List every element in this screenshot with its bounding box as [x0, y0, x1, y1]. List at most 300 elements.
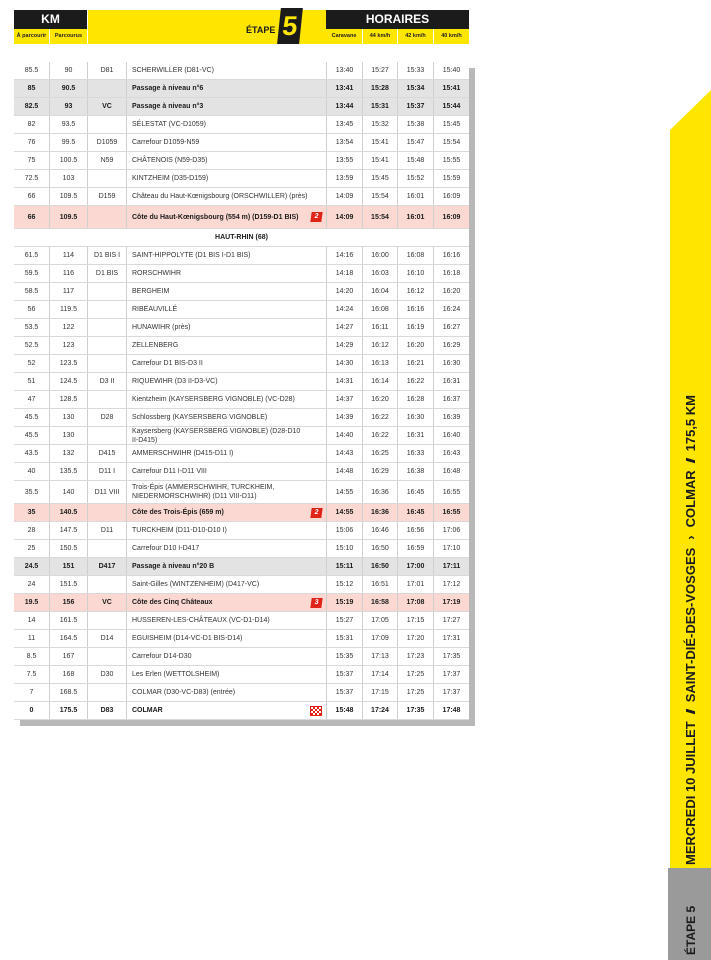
km-remaining: 82.5 — [24, 103, 39, 110]
time-40kmh: 17:35 — [442, 653, 461, 660]
time-44kmh: 15:41 — [371, 157, 389, 164]
km-remaining: 85.5 — [24, 67, 39, 74]
time-42kmh-cell — [397, 630, 433, 647]
km-remaining-cell — [14, 540, 49, 557]
time-caravane: 14:27 — [335, 324, 354, 331]
place-name-cell — [126, 612, 326, 629]
time-44kmh-cell — [362, 188, 397, 205]
place-name-cell — [126, 116, 326, 133]
km-remaining: 52 — [27, 360, 36, 367]
km-covered: 168.5 — [59, 689, 78, 696]
time-42kmh-cell — [397, 337, 433, 354]
time-42kmh: 16:45 — [406, 488, 425, 496]
km-covered-cell — [49, 188, 87, 205]
table-row — [14, 355, 469, 373]
time-44kmh: 16:14 — [371, 378, 389, 385]
time-42kmh: 16:12 — [406, 288, 425, 295]
time-caravane-cell — [326, 301, 362, 318]
time-caravane-cell — [326, 684, 362, 701]
table-row — [14, 373, 469, 391]
time-44kmh: 16:13 — [371, 360, 389, 367]
time-caravane-cell — [326, 247, 362, 264]
road-code: D11 I — [98, 468, 116, 475]
place-name-cell — [126, 522, 326, 539]
place-name-cell — [126, 355, 326, 372]
place-name: Carrefour D1059-N59 — [132, 139, 200, 146]
time-42kmh: 15:52 — [406, 175, 425, 182]
km-remaining: 82 — [27, 121, 36, 128]
place-name-cell — [126, 540, 326, 557]
place-name: CHÂTENOIS (N59-D35) — [132, 157, 208, 164]
time-40kmh-cell — [433, 247, 469, 264]
place-name: KINTZHEIM (D35-D159) — [132, 175, 209, 182]
time-40kmh-cell — [433, 319, 469, 336]
time-caravane-cell — [326, 391, 362, 408]
time-caravane-cell — [326, 206, 362, 228]
time-40kmh-cell — [433, 152, 469, 169]
side-date: MERCREDI 10 JUILLET — [682, 721, 698, 865]
km-remaining-cell — [14, 391, 49, 408]
km-remaining: 0 — [29, 707, 34, 714]
time-40kmh: 15:44 — [442, 103, 461, 110]
region-row — [14, 229, 469, 247]
km-covered: 147.5 — [59, 527, 78, 534]
table-row — [14, 116, 469, 134]
time-42kmh-cell — [397, 355, 433, 372]
time-44kmh-cell — [362, 445, 397, 462]
time-42kmh-cell — [397, 301, 433, 318]
km-covered-cell — [49, 62, 87, 79]
checkered-flag-icon — [310, 706, 322, 716]
time-40kmh-cell — [433, 504, 469, 521]
time-40kmh: 16:43 — [442, 450, 461, 457]
time-40kmh-cell — [433, 522, 469, 539]
time-40kmh: 16:55 — [442, 509, 461, 516]
time-42kmh-cell — [397, 522, 433, 539]
km-covered: 109.5 — [59, 213, 78, 221]
side-etape-text: ÉTAPE 5 — [684, 905, 698, 955]
table-row — [14, 522, 469, 540]
time-42kmh: 17:01 — [406, 581, 425, 588]
road-code: D81 — [100, 67, 114, 74]
time-caravane-cell — [326, 427, 362, 444]
km-remaining: 85 — [27, 85, 36, 92]
road-code-cell — [87, 134, 126, 151]
place-name-cell — [126, 427, 326, 444]
time-caravane-cell — [326, 409, 362, 426]
time-caravane: 14:18 — [335, 270, 354, 277]
time-caravane-cell — [326, 522, 362, 539]
time-caravane: 15:06 — [335, 527, 354, 534]
km-remaining-cell — [14, 301, 49, 318]
road-code-cell — [87, 188, 126, 205]
table-row — [14, 463, 469, 481]
road-code-cell — [87, 265, 126, 282]
km-remaining: 7.5 — [26, 671, 37, 678]
time-caravane-cell — [326, 648, 362, 665]
place-name-cell — [126, 594, 326, 611]
time-44kmh: 15:41 — [371, 139, 389, 146]
road-code-cell — [87, 409, 126, 426]
km-covered: 132 — [62, 450, 75, 457]
time-44kmh: 15:32 — [371, 121, 389, 128]
side-route-to: COLMAR — [682, 470, 698, 528]
table-row — [14, 409, 469, 427]
table-row — [14, 283, 469, 301]
km-covered-cell — [49, 684, 87, 701]
time-caravane-cell — [326, 116, 362, 133]
place-name-cell — [126, 98, 326, 115]
time-caravane: 13:45 — [335, 121, 354, 128]
time-caravane-cell — [326, 170, 362, 187]
km-remaining-cell — [14, 265, 49, 282]
time-caravane-cell — [326, 134, 362, 151]
time-44kmh-cell — [362, 427, 397, 444]
km-covered-cell — [49, 481, 87, 503]
time-42kmh: 16:31 — [406, 432, 425, 439]
time-44kmh-cell — [362, 170, 397, 187]
time-caravane: 15:31 — [335, 635, 354, 642]
place-name-cell — [126, 648, 326, 665]
km-remaining: 35.5 — [24, 488, 39, 496]
place-name: Schlossberg (KAYSERSBERG VIGNOBLE) — [132, 414, 268, 421]
km-covered: 151.5 — [59, 581, 78, 588]
table-row — [14, 98, 469, 116]
time-44kmh: 15:54 — [371, 193, 389, 200]
separator-square-icon — [686, 458, 695, 463]
time-caravane: 13:54 — [335, 139, 354, 146]
road-code: D11 VIII — [94, 488, 120, 496]
time-44kmh: 16:50 — [371, 563, 389, 570]
km-covered: 130 — [62, 414, 75, 421]
time-42kmh: 17:23 — [406, 653, 425, 660]
km-remaining-cell — [14, 62, 49, 79]
km-covered-cell — [49, 283, 87, 300]
time-40kmh: 17:19 — [442, 599, 461, 606]
road-code-cell — [87, 702, 126, 719]
climb-row — [14, 594, 469, 612]
km-covered: 156 — [62, 599, 75, 606]
place-name: EGUISHEIM (D14-VC-D1 BIS-D14) — [132, 635, 243, 642]
time-40kmh: 17:12 — [442, 581, 461, 588]
road-code: VC — [102, 103, 112, 110]
time-caravane-cell — [326, 576, 362, 593]
time-42kmh-cell — [397, 558, 433, 575]
road-code-cell — [87, 540, 126, 557]
time-caravane: 15:10 — [335, 545, 354, 552]
time-40kmh-cell — [433, 558, 469, 575]
time-caravane: 15:11 — [335, 563, 354, 570]
road-code: D1059 — [96, 139, 118, 146]
place-name-cell — [126, 463, 326, 480]
time-40kmh-cell — [433, 391, 469, 408]
km-covered-cell — [49, 152, 87, 169]
time-42kmh: 15:37 — [406, 103, 425, 110]
time-40kmh-cell — [433, 134, 469, 151]
time-44kmh: 16:22 — [371, 414, 389, 421]
col-40kmh: 40 km/h — [433, 29, 469, 44]
km-covered: 100.5 — [59, 157, 78, 164]
time-42kmh-cell — [397, 504, 433, 521]
road-code-cell — [87, 445, 126, 462]
time-42kmh: 17:25 — [406, 671, 425, 678]
timetable — [14, 62, 469, 720]
time-caravane: 15:37 — [335, 689, 354, 696]
place-name-cell — [126, 373, 326, 390]
time-44kmh: 16:36 — [371, 509, 389, 516]
time-42kmh: 16:16 — [406, 306, 425, 313]
place-name: HUNAWIHR (près) — [132, 324, 191, 331]
time-40kmh: 16:37 — [442, 396, 461, 403]
time-42kmh: 16:38 — [406, 468, 425, 475]
time-caravane: 14:20 — [335, 288, 354, 295]
time-44kmh: 16:51 — [371, 581, 389, 588]
table-row — [14, 427, 469, 445]
time-caravane-cell — [326, 283, 362, 300]
time-44kmh: 16:50 — [371, 545, 389, 552]
time-44kmh: 17:14 — [371, 671, 389, 678]
km-remaining-cell — [14, 504, 49, 521]
km-covered-cell — [49, 463, 87, 480]
time-caravane-cell — [326, 594, 362, 611]
table-row — [14, 481, 469, 504]
time-42kmh-cell — [397, 247, 433, 264]
time-40kmh-cell — [433, 445, 469, 462]
km-covered: 90.5 — [61, 85, 76, 92]
etape-badge — [246, 11, 308, 41]
km-remaining: 61.5 — [24, 252, 39, 259]
km-covered-cell — [49, 116, 87, 133]
km-remaining: 19.5 — [24, 599, 39, 606]
time-caravane-cell — [326, 445, 362, 462]
time-caravane-cell — [326, 98, 362, 115]
place-name-cell — [126, 80, 326, 97]
km-remaining-cell — [14, 152, 49, 169]
km-covered: 130 — [62, 432, 75, 439]
time-40kmh-cell — [433, 630, 469, 647]
time-caravane-cell — [326, 62, 362, 79]
km-remaining: 43.5 — [24, 450, 39, 457]
road-code-cell — [87, 98, 126, 115]
time-caravane: 14:48 — [335, 468, 354, 475]
place-name-cell — [126, 576, 326, 593]
time-caravane-cell — [326, 265, 362, 282]
time-44kmh-cell — [362, 522, 397, 539]
km-remaining: 45.5 — [24, 432, 39, 439]
km-remaining: 25 — [27, 545, 36, 552]
km-remaining-cell — [14, 702, 49, 719]
etape-number: 5 — [277, 8, 303, 44]
table-row — [14, 152, 469, 170]
place-name: HUSSEREN-LES-CHÂTEAUX (VC-D1-D14) — [132, 617, 270, 624]
time-40kmh-cell — [433, 409, 469, 426]
km-remaining-cell — [14, 170, 49, 187]
col-caravane: Caravane — [326, 29, 362, 44]
place-name: Passage à niveau n°6 — [132, 85, 204, 92]
table-row — [14, 684, 469, 702]
time-40kmh-cell — [433, 684, 469, 701]
time-42kmh-cell — [397, 463, 433, 480]
time-40kmh: 16:29 — [442, 342, 461, 349]
road-code-cell — [87, 504, 126, 521]
separator-square-icon — [686, 709, 695, 714]
place-name-cell — [126, 265, 326, 282]
col-a-parcourir: À parcourir — [14, 29, 49, 44]
time-40kmh-cell — [433, 540, 469, 557]
km-covered-cell — [49, 540, 87, 557]
road-code: D159 — [98, 193, 116, 200]
time-44kmh-cell — [362, 283, 397, 300]
time-40kmh-cell — [433, 373, 469, 390]
time-40kmh: 17:48 — [442, 707, 461, 714]
km-remaining-cell — [14, 481, 49, 503]
time-42kmh: 16:08 — [406, 252, 425, 259]
time-44kmh: 15:27 — [371, 67, 389, 74]
road-code-cell — [87, 522, 126, 539]
km-remaining: 8.5 — [26, 653, 37, 660]
km-covered: 109.5 — [59, 193, 78, 200]
km-covered: 150.5 — [59, 545, 78, 552]
time-40kmh: 15:41 — [442, 85, 461, 92]
climb-category-badge: 2 — [310, 212, 322, 222]
road-code: D1 BIS I — [93, 252, 121, 259]
km-remaining: 14 — [27, 617, 36, 624]
time-44kmh: 16:00 — [371, 252, 389, 259]
km-remaining-cell — [14, 98, 49, 115]
time-caravane: 14:55 — [335, 509, 354, 516]
km-remaining-cell — [14, 576, 49, 593]
time-40kmh: 15:59 — [442, 175, 461, 182]
place-name: SCHERWILLER (D81-VC) — [132, 67, 214, 74]
time-42kmh: 17:25 — [406, 689, 425, 696]
road-code-cell — [87, 247, 126, 264]
time-42kmh: 16:22 — [406, 378, 425, 385]
time-caravane-cell — [326, 373, 362, 390]
time-caravane: 13:40 — [335, 67, 354, 74]
road-code-cell — [87, 337, 126, 354]
km-remaining-cell — [14, 373, 49, 390]
km-covered-cell — [49, 504, 87, 521]
time-40kmh: 16:55 — [442, 488, 461, 496]
km-remaining-cell — [14, 283, 49, 300]
time-44kmh-cell — [362, 409, 397, 426]
km-covered: 135.5 — [59, 468, 78, 475]
place-name: RIBEAUVILLÉ — [132, 306, 178, 313]
time-44kmh: 17:24 — [371, 707, 389, 714]
time-42kmh: 17:20 — [406, 635, 425, 642]
time-44kmh-cell — [362, 463, 397, 480]
place-name-cell — [126, 152, 326, 169]
time-44kmh-cell — [362, 62, 397, 79]
place-name: RIQUEWIHR (D3 II-D3-VC) — [132, 378, 218, 385]
table-row — [14, 188, 469, 206]
place-name: SAINT-HIPPOLYTE (D1 BIS I-D1 BIS) — [132, 252, 251, 259]
road-code: VC — [102, 599, 112, 606]
place-name: COLMAR — [132, 707, 163, 714]
time-caravane: 14:29 — [335, 342, 354, 349]
place-name: Les Erlen (WETTOLSHEIM) — [132, 671, 220, 678]
time-42kmh-cell — [397, 80, 433, 97]
road-code-cell — [87, 355, 126, 372]
place-name: BERGHEIM — [132, 288, 170, 295]
time-caravane-cell — [326, 612, 362, 629]
time-42kmh-cell — [397, 170, 433, 187]
km-covered: 168 — [62, 671, 75, 678]
road-code-cell — [87, 576, 126, 593]
side-route-banner — [675, 395, 705, 865]
table-row — [14, 80, 469, 98]
road-code: D415 — [98, 450, 116, 457]
km-remaining-cell — [14, 206, 49, 228]
time-42kmh: 15:34 — [406, 85, 425, 92]
time-42kmh-cell — [397, 481, 433, 503]
table-row — [14, 445, 469, 463]
time-40kmh: 16:30 — [442, 360, 461, 367]
time-40kmh: 16:18 — [442, 270, 461, 277]
time-42kmh: 17:35 — [406, 707, 425, 714]
etape-label: ÉTAPE — [246, 25, 276, 35]
place-name: Carrefour D10 I-D417 — [132, 545, 200, 552]
place-name: Kaysersberg (KAYSERSBERG VIGNOBLE) (D28-D10 II-D415) — [132, 427, 301, 444]
km-covered-cell — [49, 445, 87, 462]
time-40kmh-cell — [433, 427, 469, 444]
km-remaining: 24.5 — [24, 563, 39, 570]
place-name: Carrefour D14-D30 — [132, 653, 192, 660]
time-44kmh-cell — [362, 247, 397, 264]
time-42kmh-cell — [397, 188, 433, 205]
time-42kmh: 16:01 — [406, 193, 425, 200]
time-40kmh: 15:45 — [442, 121, 461, 128]
time-caravane-cell — [326, 630, 362, 647]
time-44kmh-cell — [362, 576, 397, 593]
time-42kmh: 16:10 — [406, 270, 425, 277]
table-row — [14, 247, 469, 265]
time-40kmh-cell — [433, 337, 469, 354]
road-code: D1 BIS — [95, 270, 119, 277]
time-42kmh-cell — [397, 612, 433, 629]
time-caravane-cell — [326, 188, 362, 205]
km-covered: 122 — [62, 324, 75, 331]
km-remaining-cell — [14, 522, 49, 539]
table-row — [14, 391, 469, 409]
time-40kmh-cell — [433, 116, 469, 133]
km-covered: 140.5 — [59, 509, 78, 516]
road-code-cell — [87, 152, 126, 169]
time-42kmh-cell — [397, 576, 433, 593]
km-covered-cell — [49, 319, 87, 336]
road-code-cell — [87, 427, 126, 444]
time-42kmh: 16:33 — [406, 450, 425, 457]
time-44kmh-cell — [362, 355, 397, 372]
time-40kmh: 17:37 — [442, 671, 461, 678]
place-name-cell — [126, 170, 326, 187]
time-caravane-cell — [326, 80, 362, 97]
km-remaining: 11 — [27, 635, 36, 642]
time-40kmh: 16:20 — [442, 288, 461, 295]
time-42kmh-cell — [397, 98, 433, 115]
km-covered: 99.5 — [61, 139, 76, 146]
time-42kmh: 16:01 — [406, 213, 425, 221]
place-name: Carrefour D11 I-D11 VIII — [132, 468, 207, 475]
time-caravane: 14:09 — [335, 193, 354, 200]
climb-category-badge: 3 — [310, 598, 322, 608]
place-name: Château du Haut-Kœnigsbourg (ORSCHWILLER) (près) — [132, 193, 308, 200]
km-covered: 114 — [62, 252, 75, 259]
road-code-cell — [87, 684, 126, 701]
place-name-cell — [126, 62, 326, 79]
time-44kmh: 16:25 — [371, 450, 389, 457]
time-44kmh-cell — [362, 301, 397, 318]
